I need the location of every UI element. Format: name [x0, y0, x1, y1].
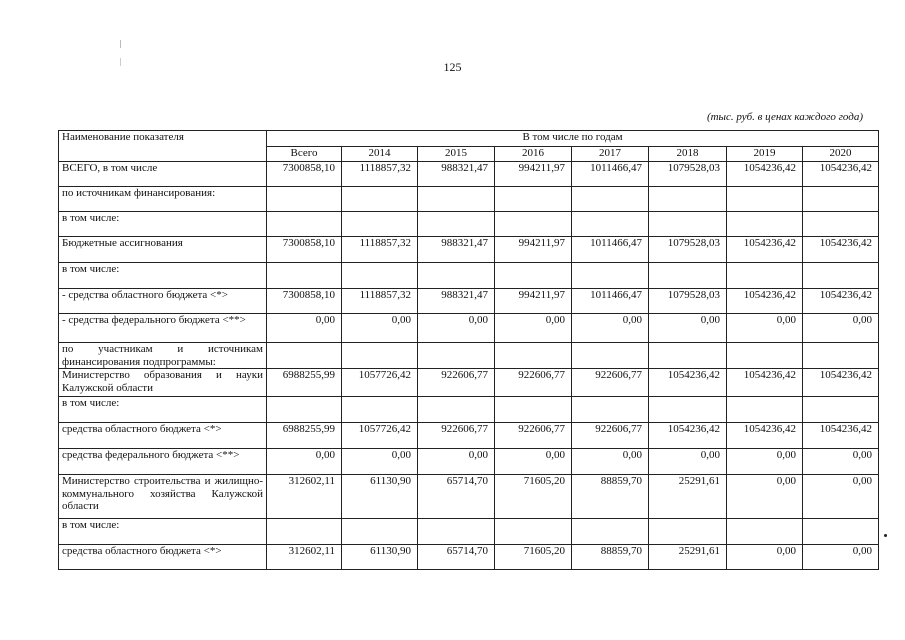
scan-dot: [884, 534, 887, 537]
value-cell: [418, 212, 495, 237]
value-cell: 1054236,42: [803, 289, 879, 314]
value-cell: [572, 263, 649, 289]
value-cell: 1057726,42: [342, 369, 418, 397]
value-cell: 1118857,32: [342, 162, 418, 187]
table-row: [59, 162, 879, 187]
value-cell: [267, 519, 342, 545]
value-cell: 1054236,42: [727, 237, 803, 263]
value-cell: 0,00: [727, 314, 803, 343]
value-cell: 922606,77: [418, 423, 495, 449]
value-cell: [418, 263, 495, 289]
value-cell: [803, 263, 879, 289]
value-cell: [495, 263, 572, 289]
value-cell: 88859,70: [572, 545, 649, 570]
value-cell: 0,00: [342, 449, 418, 475]
value-cell: [267, 212, 342, 237]
value-cell: [649, 263, 727, 289]
value-cell: 0,00: [803, 314, 879, 343]
value-cell: [803, 187, 879, 212]
table-row: [59, 519, 879, 545]
value-cell: 0,00: [267, 449, 342, 475]
row-label: в том числе:: [59, 397, 267, 423]
value-cell: 1054236,42: [649, 423, 727, 449]
value-cell: 1054236,42: [727, 162, 803, 187]
row-label: по участникам и источникам финансирования подпрограммы:: [59, 343, 267, 369]
value-cell: 65714,70: [418, 545, 495, 570]
value-cell: [342, 263, 418, 289]
value-cell: 0,00: [803, 475, 879, 519]
value-cell: [495, 397, 572, 423]
table-row: [59, 289, 879, 314]
table-row: [59, 263, 879, 289]
value-cell: [727, 263, 803, 289]
table-row: [59, 369, 879, 397]
value-cell: 65714,70: [418, 475, 495, 519]
value-cell: [803, 519, 879, 545]
value-cell: 1054236,42: [803, 237, 879, 263]
table-row: [59, 449, 879, 475]
column-header-year: 2015: [418, 147, 495, 162]
column-group-header: В том числе по годам: [267, 131, 879, 147]
value-cell: [495, 519, 572, 545]
value-cell: 922606,77: [495, 369, 572, 397]
value-cell: 0,00: [727, 449, 803, 475]
row-label: ВСЕГО, в том числе: [59, 162, 267, 187]
column-header-year: Всего: [267, 147, 342, 162]
row-label: средства областного бюджета <*>: [59, 423, 267, 449]
value-cell: [572, 187, 649, 212]
budget-table: [58, 130, 879, 570]
value-cell: 1054236,42: [803, 162, 879, 187]
value-cell: 0,00: [572, 449, 649, 475]
row-label: средства областного бюджета <*>: [59, 545, 267, 570]
row-label: - средства областного бюджета <*>: [59, 289, 267, 314]
row-label: Бюджетные ассигнования: [59, 237, 267, 263]
table-row: [59, 343, 879, 369]
value-cell: 1054236,42: [727, 423, 803, 449]
value-cell: 25291,61: [649, 475, 727, 519]
value-cell: 1011466,47: [572, 162, 649, 187]
value-cell: [572, 519, 649, 545]
table-row: [59, 397, 879, 423]
value-cell: 988321,47: [418, 162, 495, 187]
row-label: в том числе:: [59, 519, 267, 545]
value-cell: [649, 343, 727, 369]
value-cell: 1079528,03: [649, 289, 727, 314]
value-cell: [267, 397, 342, 423]
value-cell: [495, 187, 572, 212]
value-cell: [727, 187, 803, 212]
value-cell: [727, 519, 803, 545]
value-cell: 7300858,10: [267, 162, 342, 187]
column-header-year: 2016: [495, 147, 572, 162]
value-cell: 988321,47: [418, 289, 495, 314]
value-cell: [727, 343, 803, 369]
row-label: в том числе:: [59, 263, 267, 289]
value-cell: 1054236,42: [649, 369, 727, 397]
value-cell: [342, 187, 418, 212]
row-label: по источникам финансирования:: [59, 187, 267, 212]
value-cell: 1054236,42: [803, 423, 879, 449]
value-cell: 6988255,99: [267, 369, 342, 397]
value-cell: 0,00: [727, 475, 803, 519]
value-cell: [803, 212, 879, 237]
value-cell: [418, 187, 495, 212]
value-cell: [803, 397, 879, 423]
value-cell: 0,00: [803, 545, 879, 570]
table-row: [59, 237, 879, 263]
value-cell: 0,00: [495, 314, 572, 343]
value-cell: 0,00: [267, 314, 342, 343]
value-cell: 1057726,42: [342, 423, 418, 449]
value-cell: 922606,77: [572, 369, 649, 397]
value-cell: 312602,11: [267, 545, 342, 570]
value-cell: 1118857,32: [342, 237, 418, 263]
value-cell: [342, 519, 418, 545]
value-cell: 312602,11: [267, 475, 342, 519]
value-cell: 7300858,10: [267, 237, 342, 263]
row-label: - средства федерального бюджета <**>: [59, 314, 267, 343]
scan-speck: [120, 40, 121, 48]
page-number: 125: [443, 60, 462, 74]
value-cell: 0,00: [418, 314, 495, 343]
value-cell: 1079528,03: [649, 162, 727, 187]
value-cell: 1118857,32: [342, 289, 418, 314]
column-header-year: 2014: [342, 147, 418, 162]
value-cell: 7300858,10: [267, 289, 342, 314]
value-cell: [572, 212, 649, 237]
value-cell: [803, 343, 879, 369]
value-cell: 25291,61: [649, 545, 727, 570]
value-cell: [418, 397, 495, 423]
value-cell: [572, 343, 649, 369]
value-cell: [267, 343, 342, 369]
value-cell: 1011466,47: [572, 289, 649, 314]
value-cell: 0,00: [572, 314, 649, 343]
value-cell: 0,00: [418, 449, 495, 475]
value-cell: [649, 519, 727, 545]
value-cell: 1054236,42: [727, 289, 803, 314]
value-cell: 0,00: [495, 449, 572, 475]
value-cell: 71605,20: [495, 475, 572, 519]
value-cell: 922606,77: [572, 423, 649, 449]
value-cell: 61130,90: [342, 475, 418, 519]
value-cell: 0,00: [342, 314, 418, 343]
value-cell: 994211,97: [495, 237, 572, 263]
value-cell: [495, 343, 572, 369]
value-cell: 0,00: [727, 545, 803, 570]
row-label: в том числе:: [59, 212, 267, 237]
table-row: [59, 545, 879, 570]
value-cell: 1079528,03: [649, 237, 727, 263]
value-cell: 988321,47: [418, 237, 495, 263]
value-cell: [342, 397, 418, 423]
table-row: [59, 423, 879, 449]
row-label: Министерство строительства и жилищно-коммунального хозяйства Калужской области: [59, 475, 267, 519]
value-cell: 994211,97: [495, 162, 572, 187]
table-row: [59, 212, 879, 237]
column-header-name: Наименование показателя: [59, 131, 267, 162]
value-cell: [727, 397, 803, 423]
row-label: средства федерального бюджета <**>: [59, 449, 267, 475]
value-cell: [418, 519, 495, 545]
column-header-year: 2017: [572, 147, 649, 162]
row-label: Министерство образования и науки Калужской области: [59, 369, 267, 397]
column-header-year: 2020: [803, 147, 879, 162]
table-body: [59, 162, 879, 570]
value-cell: [649, 397, 727, 423]
value-cell: [267, 263, 342, 289]
value-cell: 1011466,47: [572, 237, 649, 263]
value-cell: [342, 212, 418, 237]
value-cell: [267, 187, 342, 212]
value-cell: 0,00: [649, 449, 727, 475]
value-cell: 6988255,99: [267, 423, 342, 449]
column-header-year: 2018: [649, 147, 727, 162]
value-cell: [572, 397, 649, 423]
value-cell: 71605,20: [495, 545, 572, 570]
column-header-year: 2019: [727, 147, 803, 162]
table-row: [59, 187, 879, 212]
value-cell: 1054236,42: [727, 369, 803, 397]
value-cell: [649, 212, 727, 237]
value-cell: 0,00: [803, 449, 879, 475]
value-cell: [649, 187, 727, 212]
value-cell: 1054236,42: [803, 369, 879, 397]
value-cell: [342, 343, 418, 369]
value-cell: [727, 212, 803, 237]
value-cell: 922606,77: [495, 423, 572, 449]
value-cell: 0,00: [649, 314, 727, 343]
value-cell: 88859,70: [572, 475, 649, 519]
table-row: [59, 314, 879, 343]
value-cell: 994211,97: [495, 289, 572, 314]
value-cell: [495, 212, 572, 237]
value-cell: 61130,90: [342, 545, 418, 570]
value-cell: [418, 343, 495, 369]
units-note: (тыс. руб. в ценах каждого года): [706, 111, 863, 123]
table-row: [59, 475, 879, 519]
value-cell: 922606,77: [418, 369, 495, 397]
